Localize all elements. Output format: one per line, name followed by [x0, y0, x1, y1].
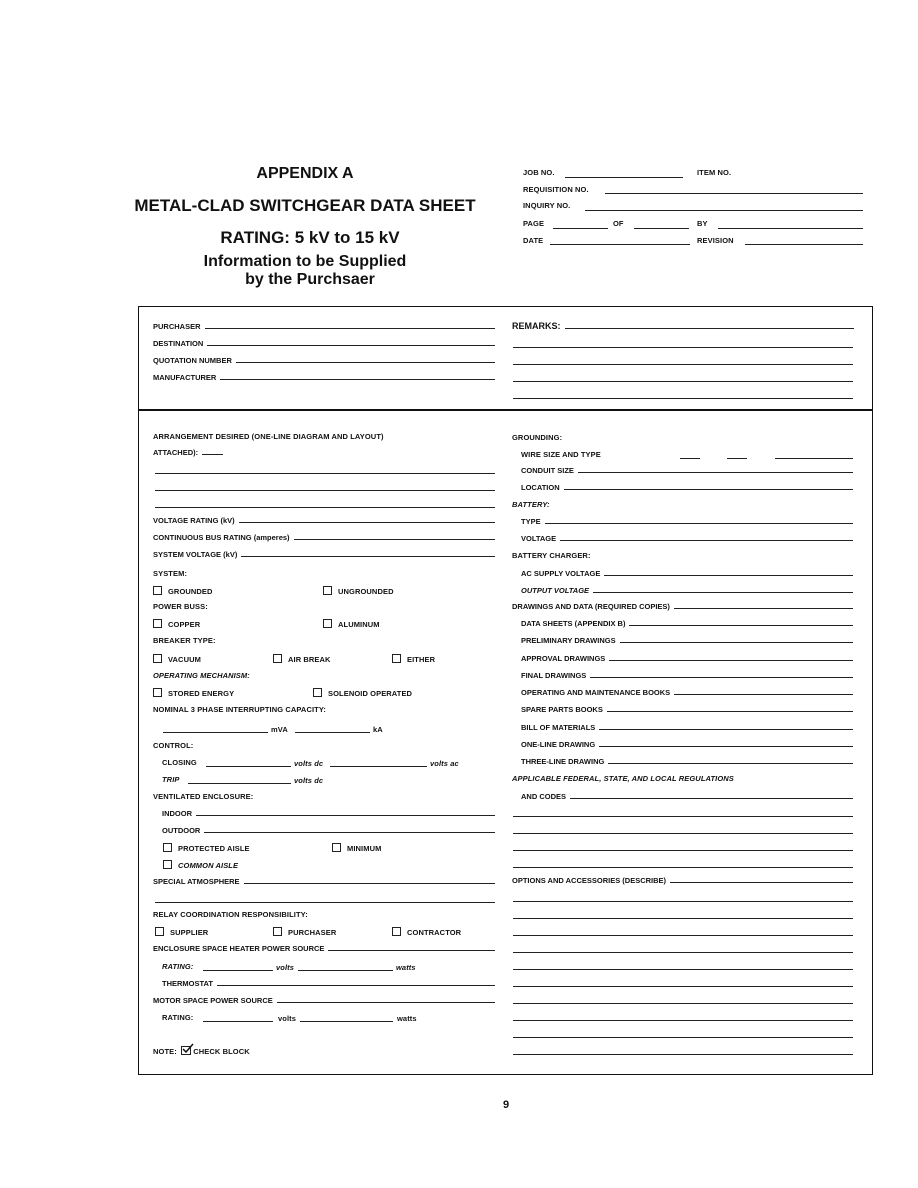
special-atmosphere-label: SPECIAL ATMOSPHERE [153, 877, 240, 886]
trip-volts-dc-unit: volts dc [294, 776, 324, 785]
thermostat-label: THERMOSTAT [162, 979, 213, 988]
options-row[interactable] [512, 876, 853, 885]
motor-volts-field[interactable] [203, 1021, 273, 1022]
approval-drawings-row[interactable] [521, 654, 853, 663]
options-line[interactable] [513, 935, 853, 936]
purchaser-row[interactable] [153, 322, 495, 331]
check-mark-icon [181, 1046, 191, 1055]
page-field[interactable] [553, 228, 608, 229]
contractor-checkbox[interactable] [392, 927, 401, 936]
system-voltage-row[interactable] [153, 550, 495, 559]
vacuum-option[interactable]: VACUUM [153, 654, 201, 664]
operating-mechanism-label: OPERATING MECHANISM: [153, 671, 250, 680]
motor-watts-field[interactable] [300, 1021, 393, 1022]
either-option[interactable]: EITHER [392, 654, 435, 664]
supplier-checkbox[interactable] [155, 927, 164, 936]
three-line-row[interactable] [521, 757, 853, 766]
job-no-label: JOB NO. [523, 168, 555, 177]
note-label: NOTE: [153, 1047, 177, 1056]
quotation-number-label: QUOTATION NUMBER [153, 356, 232, 365]
motor-watts-unit: watts [397, 1014, 417, 1023]
solenoid-operated-checkbox[interactable] [313, 688, 322, 697]
options-line[interactable] [513, 969, 853, 970]
by-label: BY [697, 219, 708, 228]
stored-energy-checkbox[interactable] [153, 688, 162, 697]
relay-coordination-label: RELAY COORDINATION RESPONSIBILITY: [153, 910, 308, 919]
closing-label: CLOSING [162, 758, 197, 767]
remarks-line[interactable] [513, 347, 853, 348]
common-aisle-option[interactable]: COMMON AISLE [163, 860, 238, 870]
control-label: CONTROL: [153, 741, 194, 750]
system-label: SYSTEM: [153, 569, 188, 578]
purchaser-label: PURCHASER [153, 322, 201, 331]
regulations-line[interactable] [513, 816, 853, 817]
arrangement-label: ARRANGEMENT DESIRED (ONE-LINE DIAGRAM AND LAYOUT) [153, 432, 384, 441]
wire-size-field[interactable] [680, 458, 700, 459]
motor-power-row[interactable] [153, 996, 495, 1005]
breaker-type-label: BREAKER TYPE: [153, 636, 216, 645]
common-aisle-checkbox[interactable] [163, 860, 172, 869]
conduit-size-label: CONDUIT SIZE [521, 466, 574, 475]
nominal-capacity-label: NOMINAL 3 PHASE INTERRUPTING CAPACITY: [153, 705, 326, 714]
quotation-number-row[interactable] [153, 356, 495, 365]
final-drawings-label: FINAL DRAWINGS [521, 671, 587, 680]
air-break-checkbox[interactable] [273, 654, 282, 663]
grounding-label: GROUNDING: [512, 433, 563, 442]
item-no-label: ITEM NO. [697, 168, 732, 177]
manufacturer-label: MANUFACTURER [153, 373, 217, 382]
subtitle-line-1: Information to be Supplied [203, 253, 407, 270]
heater-volts-field[interactable] [203, 970, 273, 971]
options-line[interactable] [513, 918, 853, 919]
subtitle-line-2: by the Purchsaer [245, 271, 375, 288]
drawings-data-row[interactable] [512, 602, 853, 611]
bill-materials-row[interactable] [521, 723, 853, 732]
indoor-row[interactable] [162, 809, 495, 818]
rating-heading: RATING: 5 kV to 15 kV [220, 228, 400, 247]
arrangement-line[interactable] [155, 507, 495, 508]
output-voltage-row[interactable] [521, 586, 853, 595]
battery-label: BATTERY: [512, 500, 550, 509]
check-block-label: CHECK BLOCK [193, 1047, 250, 1056]
page-label: PAGE [523, 219, 545, 228]
options-line[interactable] [513, 1037, 853, 1038]
battery-type-row[interactable] [521, 517, 853, 526]
arrangement-line[interactable] [155, 473, 495, 474]
vacuum-checkbox[interactable] [153, 654, 162, 663]
trip-label: TRIP [162, 775, 180, 784]
manufacturer-row[interactable] [153, 373, 495, 382]
minimum-checkbox[interactable] [332, 843, 341, 852]
heater-power-label: ENCLOSURE SPACE HEATER POWER SOURCE [153, 944, 325, 953]
solenoid-operated-option[interactable]: SOLENOID OPERATED [313, 688, 412, 698]
continuous-bus-label: CONTINUOUS BUS RATING (amperes) [153, 533, 290, 542]
wire-size-field[interactable] [727, 458, 747, 459]
thermostat-row[interactable] [162, 979, 495, 988]
battery-voltage-label: VOLTAGE [521, 534, 557, 543]
of-field[interactable] [634, 228, 689, 229]
by-field[interactable] [718, 228, 863, 229]
options-line[interactable] [513, 1054, 853, 1055]
ac-supply-label: AC SUPPLY VOLTAGE [521, 569, 601, 578]
approval-drawings-label: APPROVAL DRAWINGS [521, 654, 606, 663]
closing-volts-ac-unit: volts ac [430, 759, 459, 768]
options-label: OPTIONS AND ACCESSORIES (DESCRIBE) [512, 876, 667, 885]
data-sheets-row[interactable] [521, 619, 853, 628]
air-break-option[interactable]: AIR BREAK [273, 654, 331, 664]
remarks-line[interactable] [513, 381, 853, 382]
aluminum-checkbox[interactable] [323, 619, 332, 628]
ka-unit: kA [373, 725, 383, 734]
operating-books-label: OPERATING AND MAINTENANCE BOOKS [521, 688, 671, 697]
protected-aisle-option[interactable]: PROTECTED AISLE [163, 843, 250, 853]
options-line[interactable] [513, 1020, 853, 1021]
options-line[interactable] [513, 901, 853, 902]
note [153, 1046, 250, 1056]
revision-field[interactable] [745, 244, 863, 245]
heater-rating-label: RATING: [162, 962, 194, 971]
voltage-rating-label: VOLTAGE RATING (kV) [153, 516, 235, 525]
destination-label: DESTINATION [153, 339, 204, 348]
mva-field[interactable] [163, 732, 268, 733]
contractor-option[interactable]: CONTRACTOR [392, 927, 461, 937]
system-voltage-label: SYSTEM VOLTAGE (kV) [153, 550, 238, 559]
purchaser-option[interactable]: PURCHASER [273, 927, 336, 937]
purchaser-checkbox[interactable] [273, 927, 282, 936]
minimum-option[interactable]: MINIMUM [332, 843, 381, 853]
power-buss-label: POWER BUSS: [153, 602, 208, 611]
destination-row[interactable] [153, 339, 495, 348]
copper-checkbox[interactable] [153, 619, 162, 628]
grounded-option[interactable]: GROUNDED [153, 586, 213, 596]
heater-watts-field[interactable] [298, 970, 393, 971]
heater-watts-unit: watts [396, 963, 416, 972]
requisition-no-label: REQUISITION NO. [523, 185, 589, 194]
supplier-option[interactable]: SUPPLIER [155, 927, 208, 937]
operating-books-row[interactable] [521, 688, 853, 697]
closing-volts-dc-unit: volts dc [294, 759, 324, 768]
preliminary-drawings-label: PRELIMINARY DRAWINGS [521, 636, 616, 645]
copper-option[interactable]: COPPER [153, 619, 200, 629]
wire-size-field[interactable] [775, 458, 853, 459]
one-line-row[interactable] [521, 740, 853, 749]
regulations-line[interactable] [513, 850, 853, 851]
regulations-label: APPLICABLE FEDERAL, STATE, AND LOCAL REGULATIONS [512, 774, 734, 783]
final-drawings-row[interactable] [521, 671, 853, 680]
remarks-row[interactable] [512, 321, 854, 331]
check-glyph-icon [182, 1043, 194, 1053]
and-codes-row[interactable] [521, 792, 853, 801]
closing-ac-field[interactable] [330, 766, 427, 767]
closing-dc-field[interactable] [206, 766, 291, 767]
motor-volts-unit: volts [278, 1014, 297, 1023]
date-label: DATE [523, 236, 544, 245]
wire-size-label: WIRE SIZE AND TYPE [521, 450, 601, 459]
and-codes-label: AND CODES [521, 792, 567, 801]
stored-energy-option[interactable]: STORED ENERGY [153, 688, 234, 698]
three-line-label: THREE-LINE DRAWING [521, 757, 605, 766]
indoor-label: INDOOR [162, 809, 192, 818]
remarks-label: REMARKS: [512, 321, 561, 331]
heater-power-row[interactable] [153, 944, 495, 953]
voltage-rating-row[interactable] [153, 516, 495, 525]
requisition-no-field[interactable] [605, 193, 863, 194]
grounded-checkbox[interactable] [153, 586, 162, 595]
aluminum-option[interactable]: ALUMINUM [323, 619, 380, 629]
protected-aisle-checkbox[interactable] [163, 843, 172, 852]
bill-materials-label: BILL OF MATERIALS [521, 723, 596, 732]
special-atmosphere-row[interactable] [153, 877, 495, 886]
ungrounded-option[interactable]: UNGROUNDED [323, 586, 394, 596]
location-label: LOCATION [521, 483, 560, 492]
attached-row[interactable] [153, 448, 223, 457]
one-line-label: ONE-LINE DRAWING [521, 740, 596, 749]
options-line[interactable] [513, 1003, 853, 1004]
battery-charger-label: BATTERY CHARGER: [512, 551, 591, 560]
date-field[interactable] [550, 244, 690, 245]
arrangement-line[interactable] [155, 490, 495, 491]
trip-field[interactable] [188, 783, 291, 784]
spare-parts-label: SPARE PARTS BOOKS [521, 705, 603, 714]
options-line[interactable] [513, 952, 853, 953]
heater-volts-unit: volts [276, 963, 295, 972]
ungrounded-checkbox[interactable] [323, 586, 332, 595]
attached-label: ATTACHED): [153, 448, 199, 457]
output-voltage-label: OUTPUT VOLTAGE [521, 586, 590, 595]
page-title: METAL-CLAD SWITCHGEAR DATA SHEET [134, 196, 476, 215]
battery-type-label: TYPE [521, 517, 541, 526]
ventilated-enclosure-label: VENTILATED ENCLOSURE: [153, 792, 254, 801]
ac-supply-row[interactable] [521, 569, 853, 578]
outdoor-row[interactable] [162, 826, 495, 835]
special-atmosphere-line[interactable] [155, 902, 495, 903]
ka-field[interactable] [295, 732, 370, 733]
motor-power-label: MOTOR SPACE POWER SOURCE [153, 996, 273, 1005]
inquiry-no-field[interactable] [585, 210, 863, 211]
preliminary-drawings-row[interactable] [521, 636, 853, 645]
battery-voltage-row[interactable] [521, 534, 853, 543]
job-no-field[interactable] [565, 177, 683, 178]
appendix-heading: APPENDIX A [256, 165, 354, 182]
revision-label: REVISION [697, 236, 734, 245]
either-checkbox[interactable] [392, 654, 401, 663]
remarks-line[interactable] [513, 398, 853, 399]
options-line[interactable] [513, 986, 853, 987]
regulations-line[interactable] [513, 867, 853, 868]
spare-parts-row[interactable] [521, 705, 853, 714]
mva-unit: mVA [271, 725, 288, 734]
location-row[interactable] [521, 483, 853, 492]
drawings-data-label: DRAWINGS AND DATA (REQUIRED COPIES) [512, 602, 670, 611]
inquiry-no-label: INQUIRY NO. [523, 201, 571, 210]
page-number: 9 [503, 1099, 510, 1111]
of-label: OF [613, 219, 624, 228]
conduit-size-row[interactable] [521, 466, 853, 475]
motor-rating-label: RATING: [162, 1013, 194, 1022]
data-sheets-label: DATA SHEETS (APPENDIX B) [521, 619, 626, 628]
outdoor-label: OUTDOOR [162, 826, 201, 835]
remarks-line[interactable] [513, 364, 853, 365]
regulations-line[interactable] [513, 833, 853, 834]
continuous-bus-row[interactable] [153, 533, 495, 542]
